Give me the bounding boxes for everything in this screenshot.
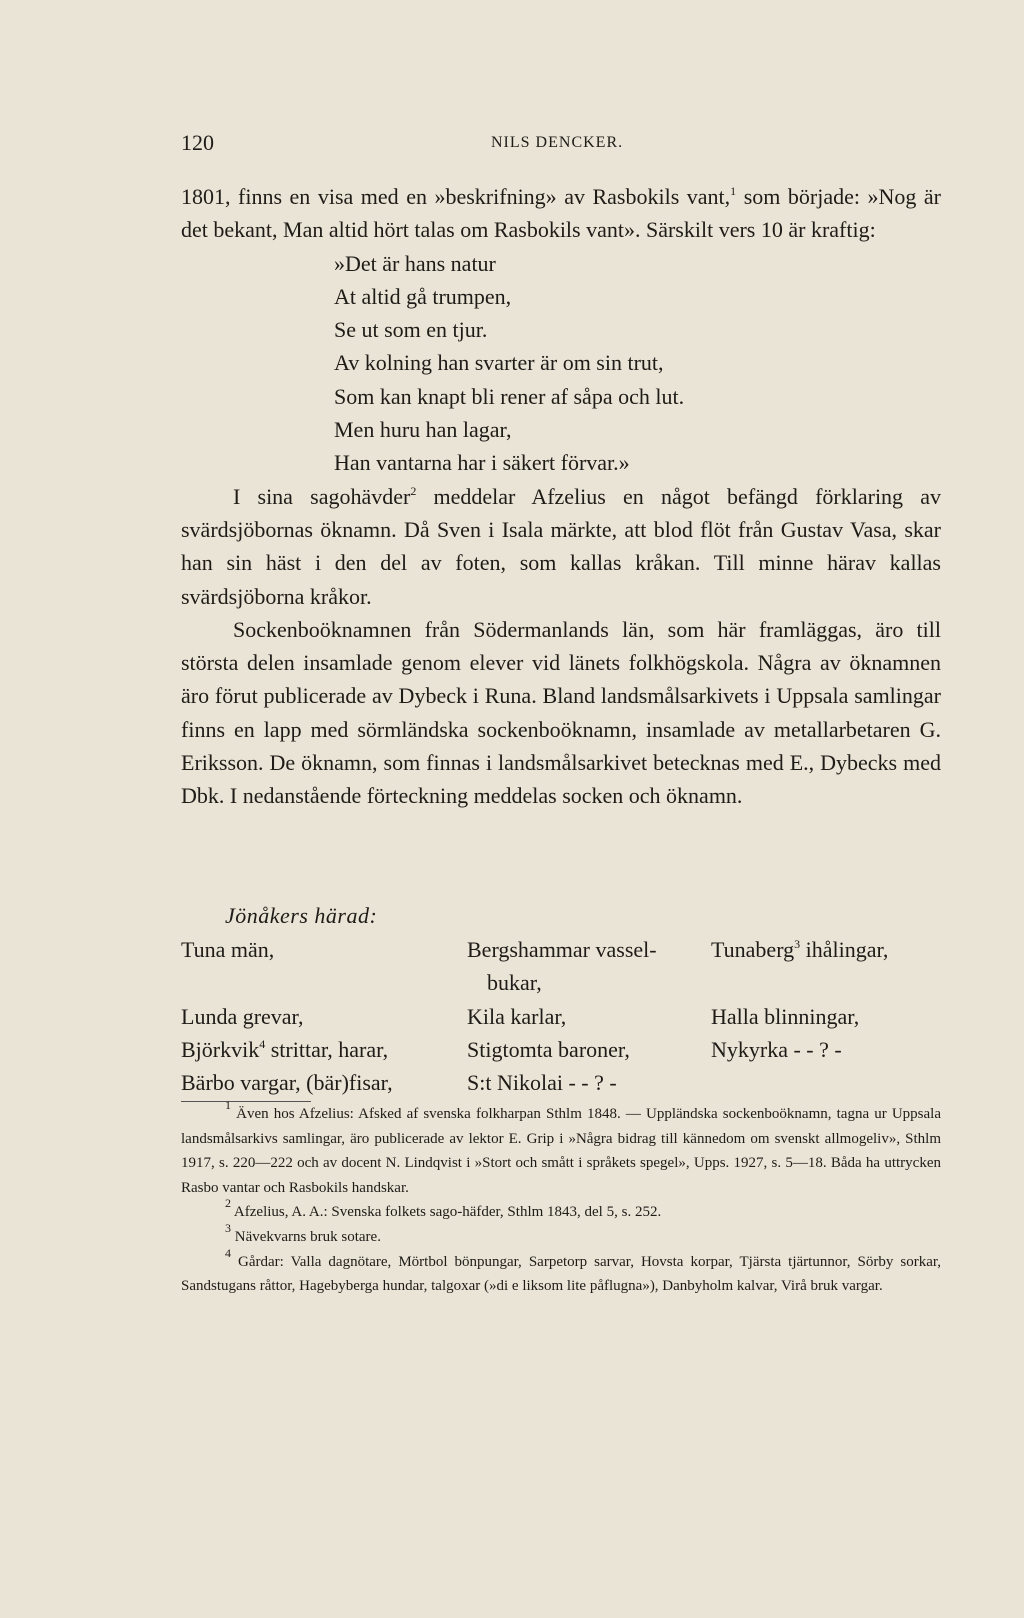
poem-line: Men huru han lagar,	[334, 417, 512, 443]
poem-line: »Det är hans natur	[334, 250, 496, 276]
cell-text: ihålingar,	[800, 937, 889, 962]
table-cell: Nykyrka - - ? -	[711, 1036, 842, 1062]
table-cell: S:t Nikolai - - ? -	[467, 1070, 617, 1096]
table-cell: Bergshammar vassel-	[467, 937, 657, 962]
footnote-ref-4: 4	[259, 1036, 266, 1051]
paragraph-2-text-b: meddelar Afzelius en något befängd förklaring av svärdsjöbornas öknamn. Då Sven i Isala märkte, att blod flöt från Gustav Vasa, skar han sin häst i den del av foten, som kallas kråkan. Till minne härav kallas svärdsjöborna kråkor.	[181, 483, 942, 609]
section-heading: Jönåkers härad:	[225, 903, 378, 928]
poem-line: Som kan knapt bli rener af såpa och lut.	[334, 383, 685, 409]
footnote-text: Gårdar: Valla dagnötare, Mörtbol bönpungar, Sarpetorp sarvar, Hovsta korpar, Tjärsta tjärtunnor, Sörby sorkar, Sandstugans råttor, Hagebyberga hundar, talgoxar (»di e liksom lite påflugna»), Danbyholm kalvar, Virå bruk vargar.	[181, 1253, 941, 1295]
table-cell: Stigtomta baroner,	[467, 1036, 630, 1062]
nickname-table	[181, 937, 941, 1103]
poem-line: At altid gå trumpen,	[334, 283, 512, 309]
footnote-text: Afzelius, A. A.: Svenska folkets sago-häfder, Sthlm 1843, del 5, s. 252.	[231, 1204, 662, 1221]
table-cell: Bärbo vargar, (bär)fisar,	[181, 1070, 393, 1096]
footnote-2	[181, 1196, 941, 1225]
main-text	[181, 180, 941, 813]
footnote-1	[181, 1098, 941, 1200]
footnote-ref-3: 3	[794, 937, 801, 951]
footnote-text: Nävekvarns bruk sotare.	[231, 1228, 381, 1245]
table-cell: bukar,	[487, 970, 542, 996]
cell-text: strittar, harar,	[265, 1036, 389, 1062]
paragraph-2-text-a: I sina sagohävder	[233, 483, 411, 509]
footnote-4	[181, 1245, 941, 1299]
page-header	[181, 130, 941, 160]
footnote-number: 3	[225, 1220, 231, 1235]
table-cell	[181, 1037, 388, 1063]
paragraph-3: Sockenboöknamnen från Södermanlands län, som här framläggas, äro till största delen insamlade genom elever vid länets folkhögskola. Några av öknamnen äro förut publicerade av Dybeck i Runa. Bland landsmålsarkivets i Uppsala samlingar finns en lapp med sörmländska sockenboöknamn, insamlade av metallarbetaren G. Eriksson. De öknamn, som finnas i landsmålsarkivet betecknas med E., Dybecks med Dbk. I nedanstående förteckning meddelas socken och öknamn.	[181, 616, 941, 809]
paragraph-1-text-b: som började: »Nog är det bekant, Man altid hört talas om Rasbokils vant». Särskilt vers 10 är kraftig:	[181, 184, 941, 243]
table-row	[181, 1070, 941, 1103]
footnote-number: 4	[225, 1245, 231, 1260]
table-cell: Tuna män,	[181, 937, 275, 962]
poem-verse	[334, 247, 941, 480]
paragraph-1-text-a: 1801, finns en visa med en »beskrifning» av Rasbokils vant,	[181, 184, 731, 209]
running-head: NILS DENCKER.	[491, 134, 624, 151]
table-cell: Halla blinningar,	[711, 1003, 860, 1029]
poem-line: Av kolning han svarter är om sin trut,	[334, 350, 664, 376]
footnotes	[181, 1098, 941, 1299]
cell-text: Tunaberg	[711, 937, 795, 962]
cell-text: Björkvik	[181, 1036, 260, 1062]
paragraph-2	[181, 480, 941, 613]
poem-line: Se ut som en tjur.	[334, 317, 488, 343]
table-cell: Lunda grevar,	[181, 1003, 304, 1029]
footnote-3	[181, 1220, 941, 1250]
footnote-text: Även hos Afzelius: Afsked af svenska folkharpan Sthlm 1848. — Uppländska sockenboöknamn, tagna ur Uppsala landsmålsarkivs samlingar, äro publicerade av lektor E. Grip i »Några bidrag till kännedom om svenskt allmogeliv», Sthlm 1917, s. 220—222 och av docent N. Lindqvist i »Stort och smått i språkets spegel», Upps. 1927, s. 5—18. Båda ha uttrycken Rasbo vantar och Rasbokils handskar.	[181, 1106, 941, 1196]
table-row	[181, 970, 941, 1003]
table-cell: Kila karlar,	[467, 1003, 567, 1029]
poem-line: Han vantarna har i säkert förvar.»	[334, 450, 630, 476]
table-cell	[711, 937, 888, 963]
paragraph-1	[181, 180, 941, 247]
footnote-number: 2	[225, 1196, 231, 1211]
table-row	[181, 1004, 941, 1037]
footnote-ref-1: 1	[730, 184, 737, 198]
table-row	[181, 937, 941, 970]
footnote-number: 1	[225, 1098, 231, 1112]
page-number: 120	[181, 130, 214, 155]
footnote-ref-2: 2	[410, 483, 417, 498]
table-row	[181, 1037, 941, 1070]
